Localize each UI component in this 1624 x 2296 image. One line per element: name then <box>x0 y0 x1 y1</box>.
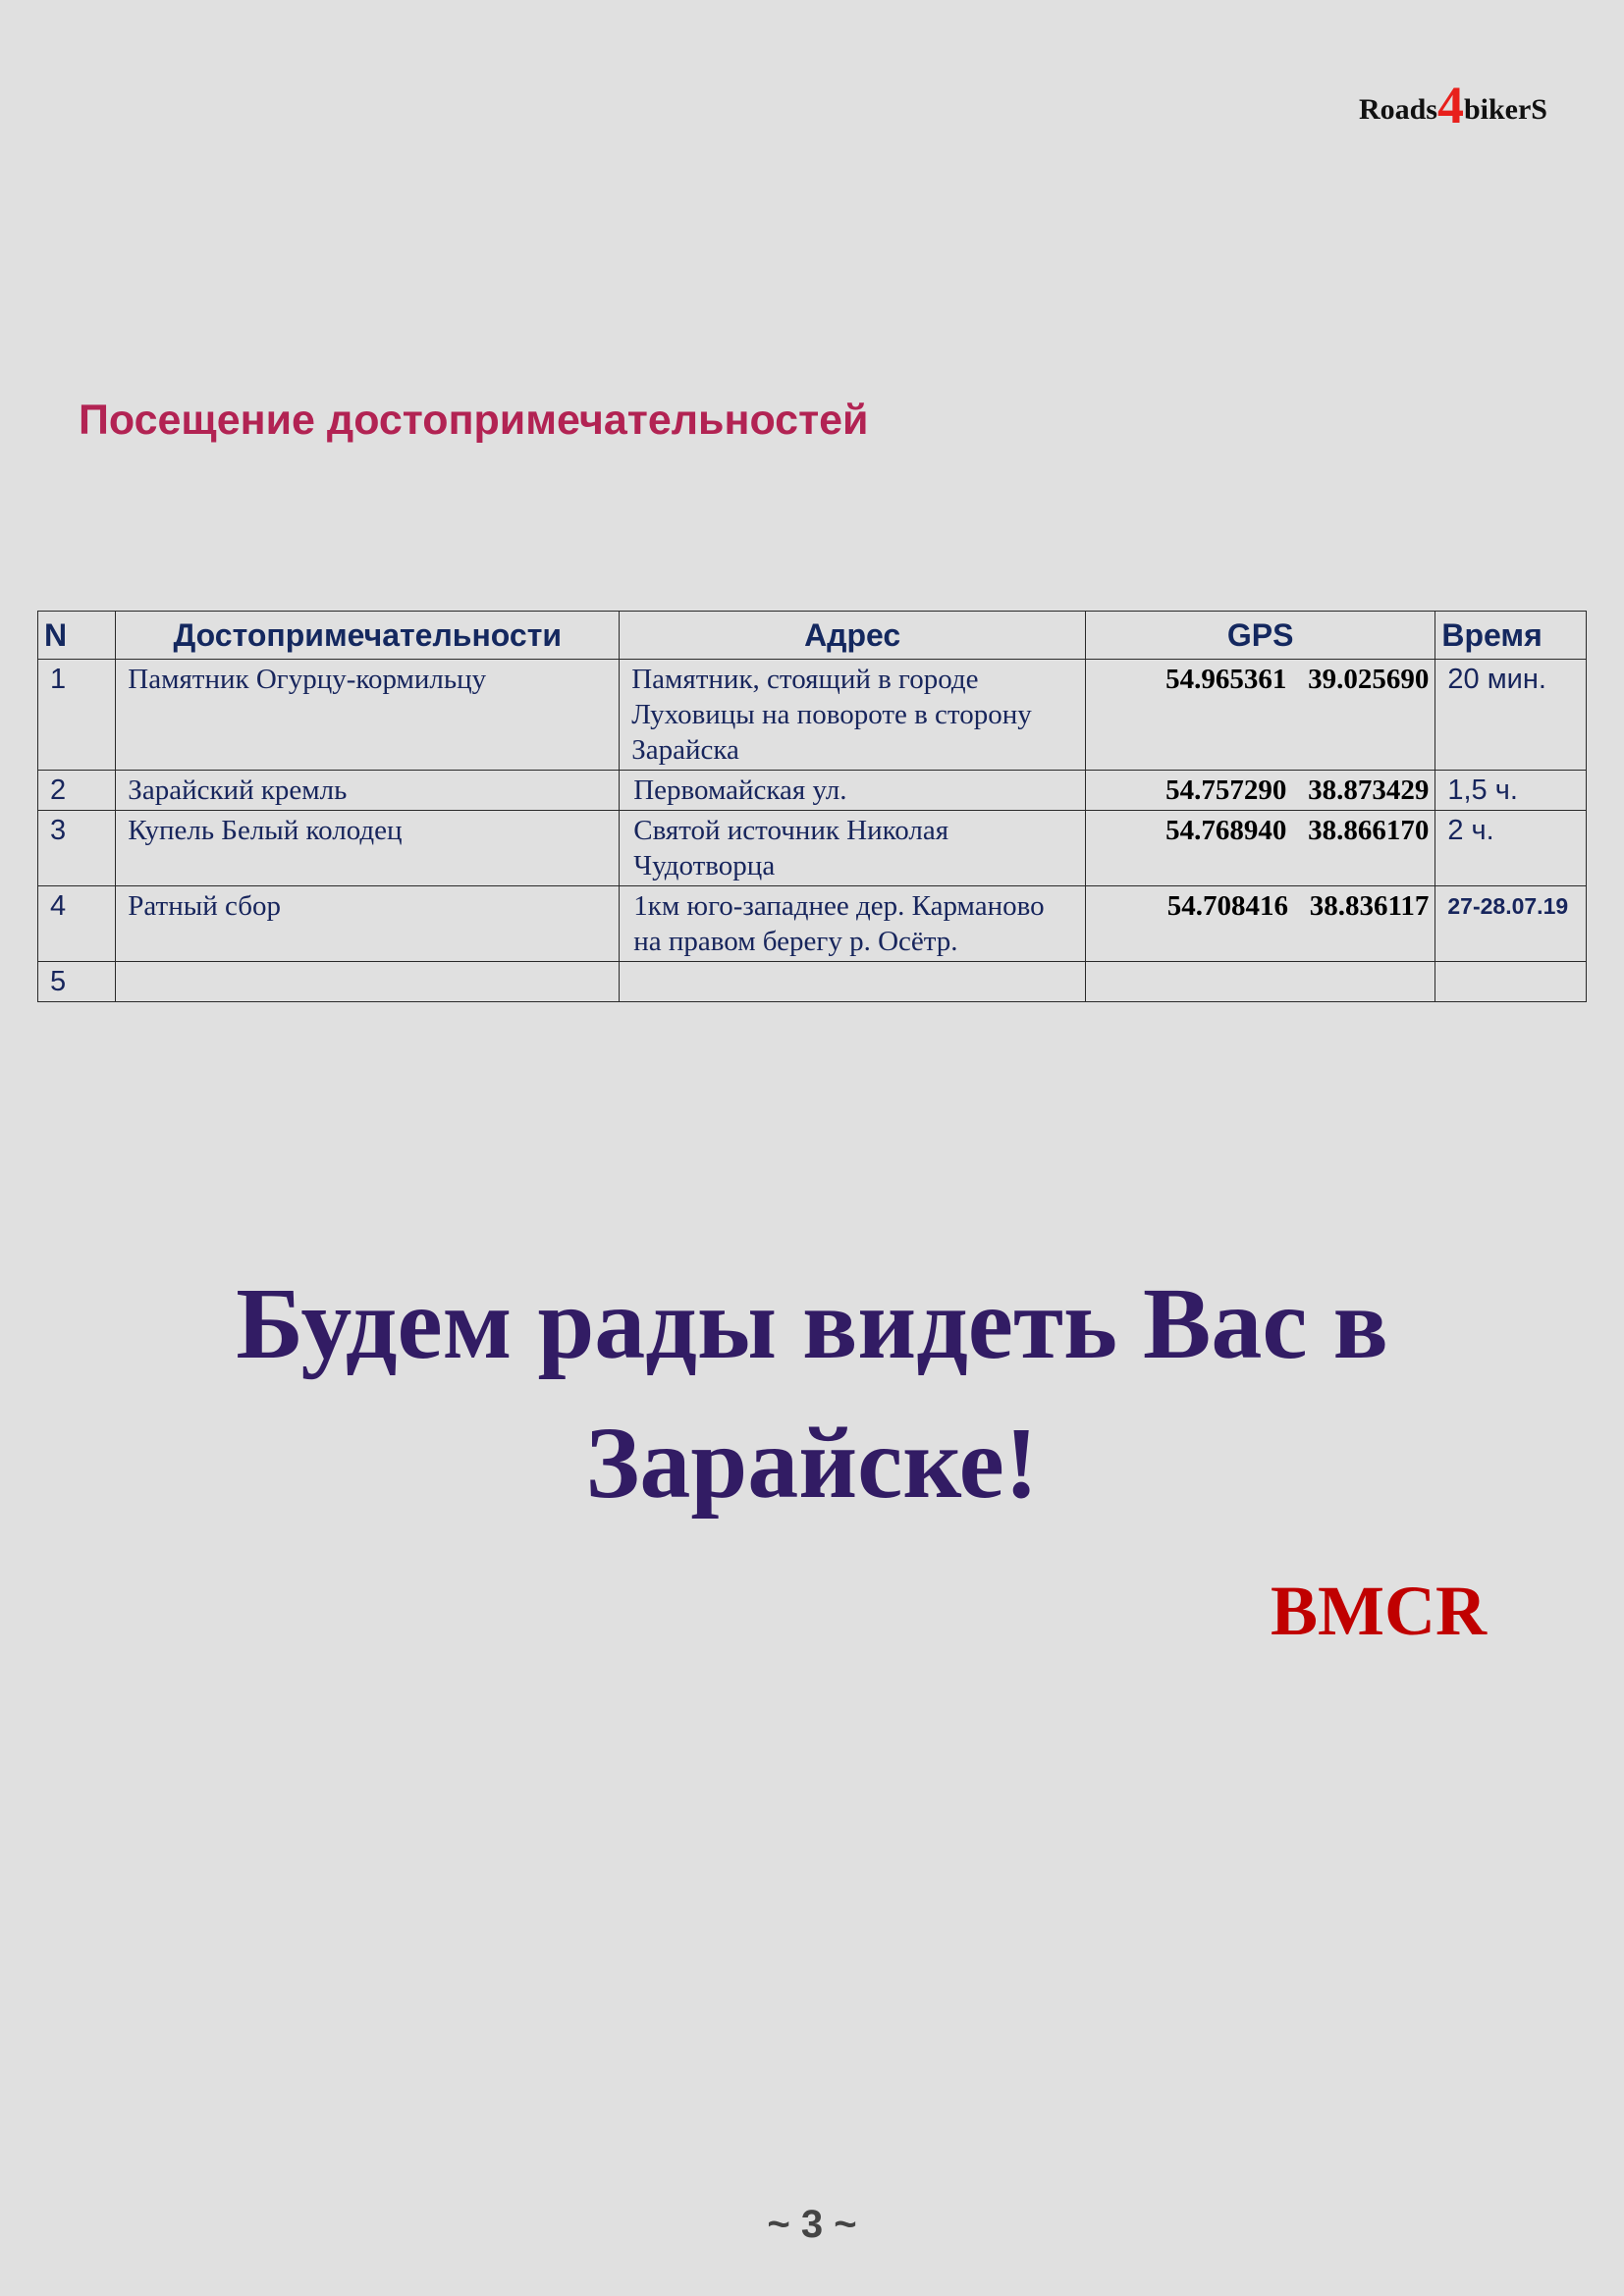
cell-sight: Памятник Огурцу-кормильцу <box>116 660 620 771</box>
table-row <box>38 660 1587 771</box>
cell-address: Памятник, стоящий в городе Луховицы на повороте в сторону Зарайска <box>620 660 1086 771</box>
cell-gps: 54.757290 38.873429 <box>1086 771 1435 811</box>
signature-bmcr: BMCR <box>1271 1572 1487 1650</box>
header-number: N <box>38 612 116 660</box>
cell-number: 5 <box>38 962 116 1002</box>
cell-address <box>620 962 1086 1002</box>
logo-text-bikers: bikerS <box>1463 93 1547 126</box>
cell-gps: 54.708416 38.836117 <box>1086 886 1435 962</box>
cell-time <box>1435 962 1587 1002</box>
table-row <box>38 811 1587 886</box>
page-number: ~ 3 ~ <box>767 2203 857 2246</box>
cell-address: Святой источник Николая Чудотворца <box>620 811 1086 886</box>
welcome-line-1: Будем рады видеть Вас в <box>236 1267 1388 1380</box>
welcome-line-2: Зарайске! <box>585 1407 1039 1520</box>
cell-sight: Зарайский кремль <box>116 771 620 811</box>
table-row <box>38 771 1587 811</box>
header-gps: GPS <box>1086 612 1435 660</box>
table-row <box>38 962 1587 1002</box>
cell-time: 1,5 ч. <box>1435 771 1587 811</box>
cell-time: 20 мин. <box>1435 660 1587 771</box>
cell-gps: 54.965361 39.025690 <box>1086 660 1435 771</box>
cell-sight <box>116 962 620 1002</box>
table-row <box>38 886 1587 962</box>
cell-gps: 54.768940 38.866170 <box>1086 811 1435 886</box>
cell-number: 1 <box>38 660 116 771</box>
cell-number: 4 <box>38 886 116 962</box>
cell-address: 1км юго-западнее дер. Карманово на правом берегу р. Осётр. <box>620 886 1086 962</box>
cell-gps <box>1086 962 1435 1002</box>
cell-sight: Ратный сбор <box>116 886 620 962</box>
brand-logo <box>1358 76 1547 134</box>
cell-sight: Купель Белый колодец <box>116 811 620 886</box>
table-header-row <box>38 612 1587 660</box>
header-time: Время <box>1435 612 1587 660</box>
logo-text-four: 4 <box>1436 76 1464 134</box>
cell-number: 2 <box>38 771 116 811</box>
cell-number: 3 <box>38 811 116 886</box>
logo-text-roads: Roads <box>1358 93 1437 126</box>
cell-time: 2 ч. <box>1435 811 1587 886</box>
header-sights: Достопримечательности <box>116 612 620 660</box>
cell-time: 27-28.07.19 <box>1435 886 1587 962</box>
welcome-message <box>0 1255 1624 1533</box>
header-address: Адрес <box>620 612 1086 660</box>
cell-address: Первомайская ул. <box>620 771 1086 811</box>
page-title: Посещение достопримечательностей <box>79 397 869 444</box>
sights-table <box>37 611 1587 1002</box>
